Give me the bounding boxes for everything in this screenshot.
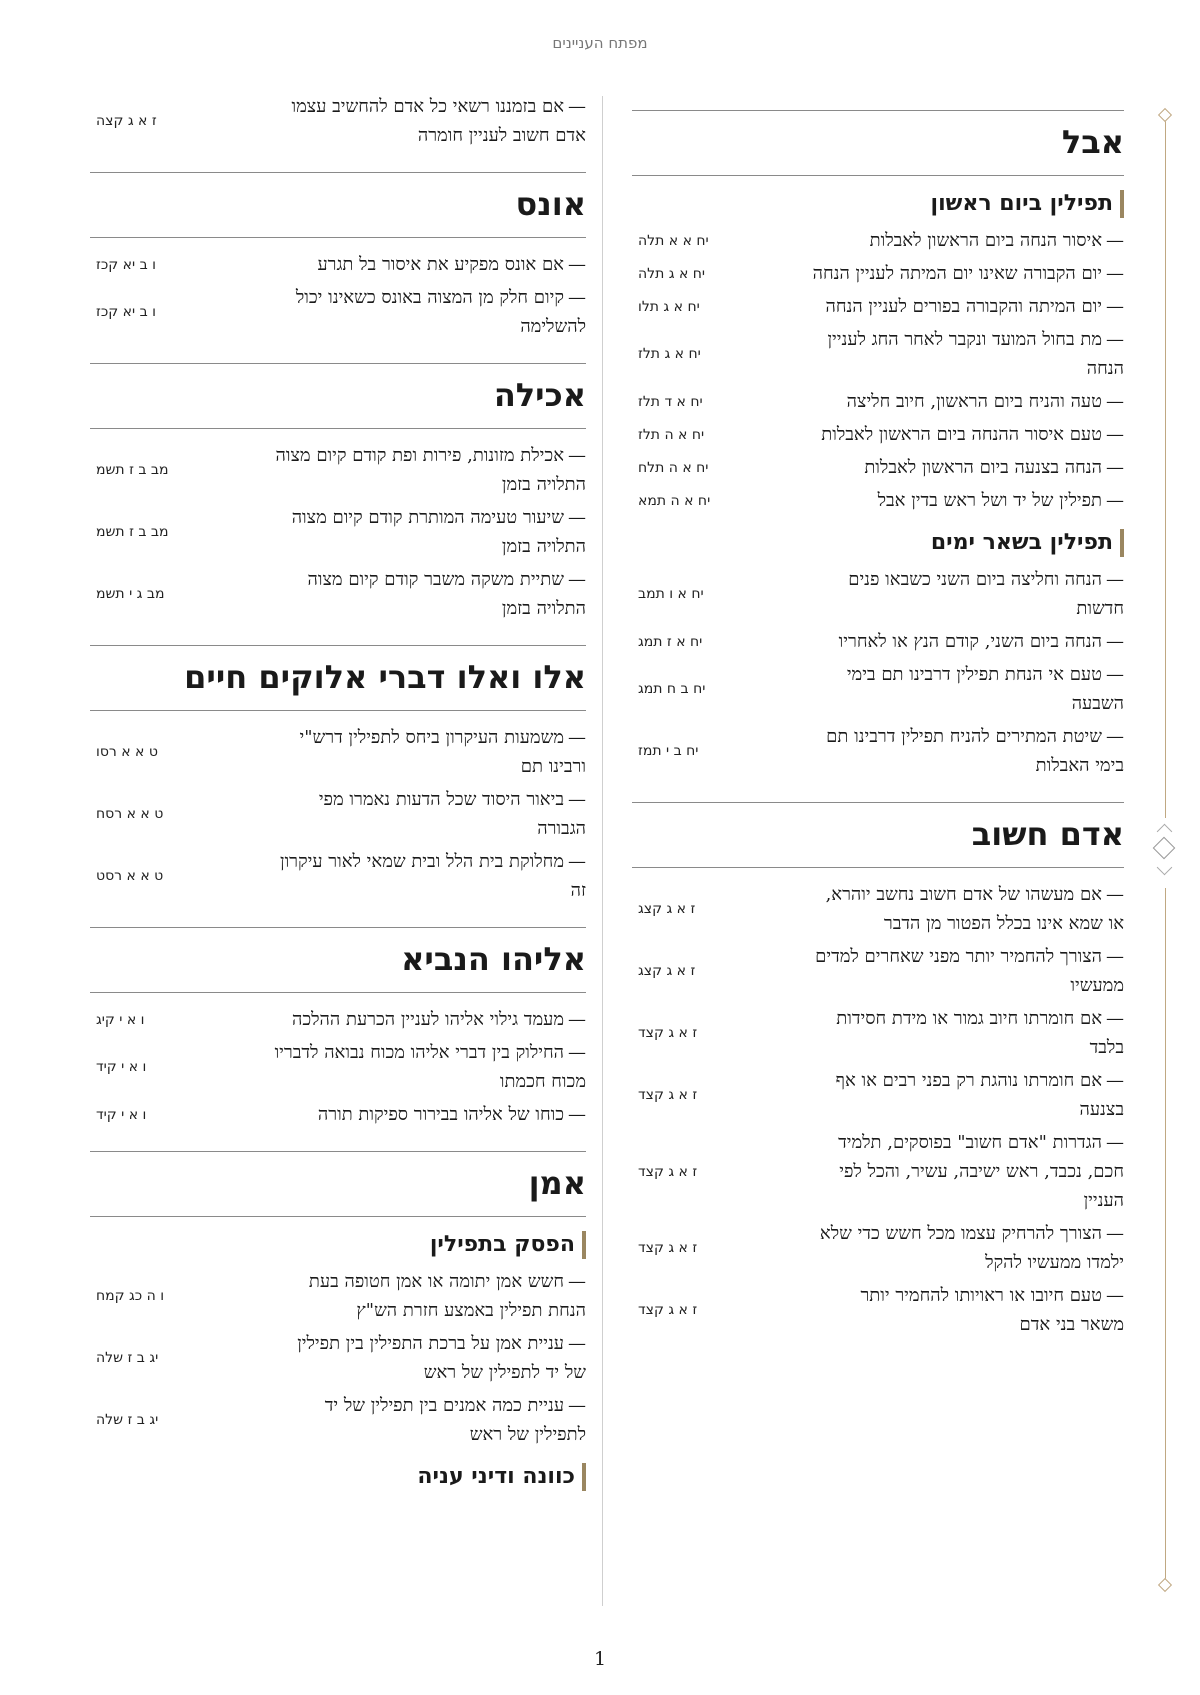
- entry-reference[interactable]: יח א ד תלז: [638, 393, 703, 410]
- subsection-heading: תפילין ביום ראשון: [632, 190, 1124, 218]
- dash-marker: —: [1106, 230, 1124, 251]
- section-heading: אבל: [632, 110, 1124, 176]
- index-entry[interactable]: [90, 785, 586, 843]
- dash-marker: —: [1106, 664, 1124, 685]
- entry-reference[interactable]: ז א ג קצד: [638, 1302, 698, 1318]
- dash-marker: —: [568, 789, 586, 810]
- section-heading: אליהו הנביא: [90, 927, 586, 993]
- index-entry[interactable]: [90, 92, 586, 150]
- entry-text: אם חומרתו חיוב גמור או מידת חסידות בלבד: [836, 1008, 1124, 1058]
- entry-reference[interactable]: יג ב ז שלה: [96, 1412, 159, 1428]
- dash-marker: —: [1106, 884, 1124, 905]
- dash-marker: —: [1106, 569, 1124, 590]
- index-entry[interactable]: [90, 1267, 586, 1325]
- entry-reference[interactable]: ז א ג קצג: [638, 901, 696, 917]
- index-column-right: [632, 92, 1124, 1349]
- entry-reference[interactable]: ו ב יא קכז: [96, 304, 156, 320]
- entry-reference[interactable]: ז א ג קצג: [638, 963, 696, 979]
- entry-text-wrap: [812, 387, 1124, 416]
- index-column-left: [90, 92, 586, 1501]
- entry-text: יום המיתה והקבורה בפורים לעניין הנחה: [825, 296, 1102, 317]
- entry-text-wrap: [812, 486, 1124, 515]
- index-entry[interactable]: [632, 1281, 1124, 1339]
- entry-text-wrap: [274, 785, 586, 843]
- dash-marker: —: [1106, 1132, 1124, 1153]
- entry-text-wrap: [812, 325, 1124, 383]
- entry-text: עניית כמה אמנים בין תפילין של יד לתפילין של ראש: [324, 1395, 586, 1445]
- entry-reference[interactable]: יח א ו תמב: [638, 586, 704, 602]
- dash-marker: —: [1106, 1070, 1124, 1091]
- diamond-ornament-icon: [1158, 108, 1172, 122]
- dash-marker: —: [1106, 631, 1124, 652]
- entry-text-wrap: [274, 847, 586, 905]
- chevron-down-icon[interactable]: [1157, 860, 1173, 876]
- entry-text: הנחה וחליצה ביום השני כשבאו פנים חדשות: [848, 569, 1124, 619]
- dash-marker: —: [568, 1009, 586, 1030]
- index-entry[interactable]: [90, 441, 586, 499]
- entry-reference[interactable]: יח א ג תלו: [638, 298, 700, 315]
- entry-text-wrap: [812, 565, 1124, 623]
- entry-text-wrap: [274, 1100, 586, 1129]
- dash-marker: —: [568, 287, 586, 308]
- index-section: [90, 1151, 586, 1491]
- entry-text-wrap: [274, 250, 586, 279]
- index-section: [90, 363, 586, 623]
- entry-text: ביאור היסוד שכל הדעות נאמרו מפי הגבורה: [318, 789, 586, 839]
- entry-text-wrap: [274, 1267, 586, 1325]
- entry-text-wrap: [274, 92, 586, 150]
- entry-text-wrap: [812, 1004, 1124, 1062]
- dash-marker: —: [1106, 263, 1124, 284]
- index-section: [632, 110, 1124, 780]
- dash-marker: —: [1106, 726, 1124, 747]
- entry-reference[interactable]: מב ב ז תשמ: [96, 462, 169, 478]
- index-entry[interactable]: [632, 1219, 1124, 1277]
- subsection-heading: תפילין בשאר ימים: [632, 529, 1124, 557]
- index-entry[interactable]: [90, 847, 586, 905]
- section-heading: אלו ואלו דברי אלוקים חיים: [90, 645, 586, 711]
- index-section: [90, 927, 586, 1129]
- entry-reference[interactable]: יח א ג תלה: [638, 265, 706, 282]
- index-entry[interactable]: [632, 325, 1124, 383]
- index-entry[interactable]: [90, 250, 586, 279]
- dash-marker: —: [568, 1271, 586, 1292]
- entry-text: אם חומרתו נוהגת רק בפני רבים או אף בצנעה: [835, 1070, 1124, 1120]
- dash-marker: —: [1106, 296, 1124, 317]
- entry-text: חשש אמן יתומה או אמן חטופה בעת הנחת תפילין באמצע חזרת הש"ץ: [308, 1271, 586, 1321]
- entry-text: איסור הנחה ביום הראשון לאבלות: [869, 230, 1102, 251]
- dash-marker: —: [568, 254, 586, 275]
- entry-text-wrap: [274, 1329, 586, 1387]
- entry-text: יום הקבורה שאינו יום המיתה לעניין הנחה: [812, 263, 1102, 284]
- dash-marker: —: [1106, 1285, 1124, 1306]
- dash-marker: —: [1106, 1008, 1124, 1029]
- diamond-icon: [1153, 837, 1176, 860]
- subsection-heading: הפסק בתפילין: [90, 1231, 586, 1259]
- dash-marker: —: [568, 1395, 586, 1416]
- entry-reference[interactable]: יח א ה תמא: [638, 492, 711, 509]
- dash-marker: —: [568, 1333, 586, 1354]
- entry-text-wrap: [812, 880, 1124, 938]
- index-entry[interactable]: [632, 1128, 1124, 1215]
- entry-reference[interactable]: ו א י קיד: [96, 1106, 147, 1123]
- entry-text: החילוק בין דברי אליהו מכוח נבואה לדבריו מכוח חכמתו: [274, 1042, 586, 1092]
- index-entry[interactable]: [632, 420, 1124, 449]
- entry-text-wrap: [812, 226, 1124, 255]
- entry-reference[interactable]: יח א ג תלז: [638, 346, 701, 362]
- entry-text: מת בחול המועד ונקבר לאחר החג לעניין הנחה: [827, 329, 1124, 379]
- index-entry[interactable]: [632, 880, 1124, 938]
- entry-text: אם בזמננו רשאי כל אדם להחשיב עצמו אדם חשוב לעניין חומרה: [291, 96, 586, 146]
- entry-reference[interactable]: ט א א רסח: [96, 806, 164, 822]
- entry-text-wrap: [812, 942, 1124, 1000]
- entry-reference[interactable]: יח א ז תמג: [638, 633, 703, 650]
- entry-text-wrap: [812, 453, 1124, 482]
- entry-text: אם מעשהו של אדם חשוב נחשב יוהרא, או שמא אינו בכלל הפטור מן הדבר: [825, 884, 1124, 934]
- entry-reference[interactable]: ז א ג קצד: [638, 1087, 698, 1103]
- entry-reference[interactable]: יח א א תלה: [638, 232, 709, 249]
- index-entry[interactable]: [90, 503, 586, 561]
- entry-text-wrap: [812, 627, 1124, 656]
- column-divider: [602, 96, 603, 1606]
- scroll-navigator[interactable]: [1150, 818, 1180, 888]
- entry-text: אכילת מזונות, פירות ופת קודם קיום מצוה התלויה בזמן: [275, 445, 586, 495]
- entry-text-wrap: [812, 420, 1124, 449]
- index-entry[interactable]: [632, 1004, 1124, 1062]
- index-entry[interactable]: [632, 660, 1124, 718]
- running-header: מפתח העניינים: [552, 34, 648, 52]
- entry-text-wrap: [812, 660, 1124, 718]
- entry-reference[interactable]: ו ה כג קמח: [96, 1288, 165, 1304]
- dash-marker: —: [568, 727, 586, 748]
- section-heading: אמן: [90, 1151, 586, 1217]
- index-section: [90, 172, 586, 341]
- entry-text: טעה והניח ביום הראשון, חיוב חליצה: [846, 391, 1102, 412]
- entry-text: הגדרות "אדם חשוב" בפוסקים, תלמיד חכם, נכבד, ראש ישיבה, עשיר, והכל לפי העניין: [838, 1132, 1124, 1211]
- entry-reference[interactable]: ז א ג קצד: [638, 1163, 698, 1180]
- dash-marker: —: [568, 445, 586, 466]
- index-entry[interactable]: [632, 942, 1124, 1000]
- entry-text: שיטת המתירים להניח תפילין דרבינו תם בימי האבלות: [826, 726, 1124, 776]
- index-entry[interactable]: [90, 283, 586, 341]
- index-entry[interactable]: [632, 259, 1124, 288]
- entry-reference[interactable]: ז א ג קצה: [96, 113, 157, 129]
- index-section: [632, 802, 1124, 1339]
- entry-reference[interactable]: ו א י קיג: [96, 1011, 145, 1028]
- entry-text-wrap: [812, 259, 1124, 288]
- section-heading: אכילה: [90, 363, 586, 429]
- index-entry[interactable]: [632, 387, 1124, 416]
- index-entry[interactable]: [90, 1038, 586, 1096]
- dash-marker: —: [568, 569, 586, 590]
- entry-text-wrap: [812, 1066, 1124, 1124]
- index-entry[interactable]: [90, 565, 586, 623]
- section-heading: אונס: [90, 172, 586, 238]
- index-entry[interactable]: [632, 292, 1124, 321]
- entry-reference[interactable]: יח ב ח תמג: [638, 681, 706, 697]
- index-entry[interactable]: [90, 723, 586, 781]
- entry-text-wrap: [274, 723, 586, 781]
- page-number: 1: [593, 1648, 607, 1670]
- entry-text-wrap: [274, 503, 586, 561]
- dash-marker: —: [568, 1042, 586, 1063]
- entry-text-wrap: [812, 1281, 1124, 1339]
- index-section: [90, 92, 586, 150]
- dash-marker: —: [1106, 329, 1124, 350]
- index-entry[interactable]: [632, 1066, 1124, 1124]
- dash-marker: —: [1106, 946, 1124, 967]
- entry-text: כוחו של אליהו בבירור ספיקות תורה: [317, 1104, 564, 1125]
- index-entry[interactable]: [632, 722, 1124, 780]
- entry-text-wrap: [274, 565, 586, 623]
- dash-marker: —: [1106, 424, 1124, 445]
- index-entry[interactable]: [632, 565, 1124, 623]
- dash-marker: —: [568, 1104, 586, 1125]
- entry-text: טעם חיובו או ראויותו להחמיר יותר משאר בני אדם: [860, 1285, 1124, 1335]
- dash-marker: —: [568, 507, 586, 528]
- dash-marker: —: [568, 96, 586, 117]
- index-entry[interactable]: [90, 1329, 586, 1387]
- entry-reference[interactable]: מב ב ז תשמ: [96, 524, 169, 540]
- entry-text: עניית אמן על ברכת התפילין בין תפילין של יד לתפילין של ראש: [297, 1333, 586, 1383]
- index-entry[interactable]: [632, 486, 1124, 515]
- entry-text: הנחה בצנעה ביום הראשון לאבלות: [864, 457, 1102, 478]
- entry-reference[interactable]: יח א ה תלז: [638, 426, 705, 443]
- dash-marker: —: [1106, 457, 1124, 478]
- entry-reference[interactable]: יח א ה תלח: [638, 459, 709, 476]
- dash-marker: —: [1106, 1223, 1124, 1244]
- entry-reference[interactable]: ט א א רסו: [96, 744, 158, 760]
- dash-marker: —: [1106, 490, 1124, 511]
- entry-text: אם אונס מפקיע את איסור בל תגרע: [317, 254, 564, 275]
- entry-text: שיעור טעימה המותרת קודם קיום מצוה התלויה בזמן: [291, 507, 586, 557]
- dash-marker: —: [568, 851, 586, 872]
- index-entry[interactable]: [90, 1005, 586, 1034]
- entry-text-wrap: [274, 283, 586, 341]
- entry-reference[interactable]: יג ב ז שלה: [96, 1350, 159, 1366]
- index-entry[interactable]: [632, 453, 1124, 482]
- section-heading: אדם חשוב: [632, 802, 1124, 868]
- entry-text: הנחה ביום השני, קודם הנץ או לאחריו: [838, 631, 1102, 652]
- entry-reference[interactable]: ו ב יא קכז: [96, 256, 156, 273]
- diamond-ornament-icon: [1158, 1578, 1172, 1592]
- entry-text-wrap: [274, 1391, 586, 1449]
- entry-reference[interactable]: ו א י קיד: [96, 1059, 147, 1075]
- entry-text: קיום חלק מן המצוה באונס כשאינו יכול להשלימה: [295, 287, 586, 337]
- entry-text: שתיית משקה משבר קודם קיום מצוה התלויה בזמן: [307, 569, 586, 619]
- entry-text-wrap: [812, 722, 1124, 780]
- entry-reference[interactable]: ז א ג קצד: [638, 1025, 698, 1041]
- entry-text: טעם אי הנחת תפילין דרבינו תם בימי השבעה: [846, 664, 1124, 714]
- entry-text: הצורך להרחיק עצמו מכל חשש כדי שלא ילמדו ממעשיו להקל: [819, 1223, 1124, 1273]
- entry-text: משמעות העיקרון ביחס לתפילין דרש"י ורבינו תם: [299, 727, 586, 777]
- entry-reference[interactable]: ט א א רסט: [96, 868, 164, 884]
- entry-text-wrap: [812, 292, 1124, 321]
- entry-text: תפילין של יד ושל ראש בדין אבל: [877, 490, 1102, 511]
- entry-text-wrap: [812, 1128, 1124, 1215]
- entry-reference[interactable]: ז א ג קצד: [638, 1240, 698, 1256]
- entry-reference[interactable]: מב ג י תשמ: [96, 586, 165, 602]
- entry-text: הצורך להחמיר יותר מפני שאחרים למדים ממעשיו: [815, 946, 1124, 996]
- entry-text-wrap: [274, 441, 586, 499]
- subsection-heading: כוונה ודיני עניה: [90, 1463, 586, 1491]
- entry-text: טעם איסור ההנחה ביום הראשון לאבלות: [821, 424, 1102, 445]
- index-entry[interactable]: [632, 226, 1124, 255]
- dash-marker: —: [1106, 391, 1124, 412]
- entry-text-wrap: [812, 1219, 1124, 1277]
- index-entry[interactable]: [90, 1100, 586, 1129]
- entry-text: מעמד גילוי אליהו לעניין הכרעת ההלכה: [291, 1009, 564, 1030]
- entry-text-wrap: [274, 1038, 586, 1096]
- index-entry[interactable]: [632, 627, 1124, 656]
- index-section: [90, 645, 586, 905]
- entry-text: מחלוקת בית הלל ובית שמאי לאור עיקרון זה: [279, 851, 586, 901]
- entry-reference[interactable]: יח ב י תמז: [638, 743, 699, 759]
- entry-text-wrap: [274, 1005, 586, 1034]
- index-entry[interactable]: [90, 1391, 586, 1449]
